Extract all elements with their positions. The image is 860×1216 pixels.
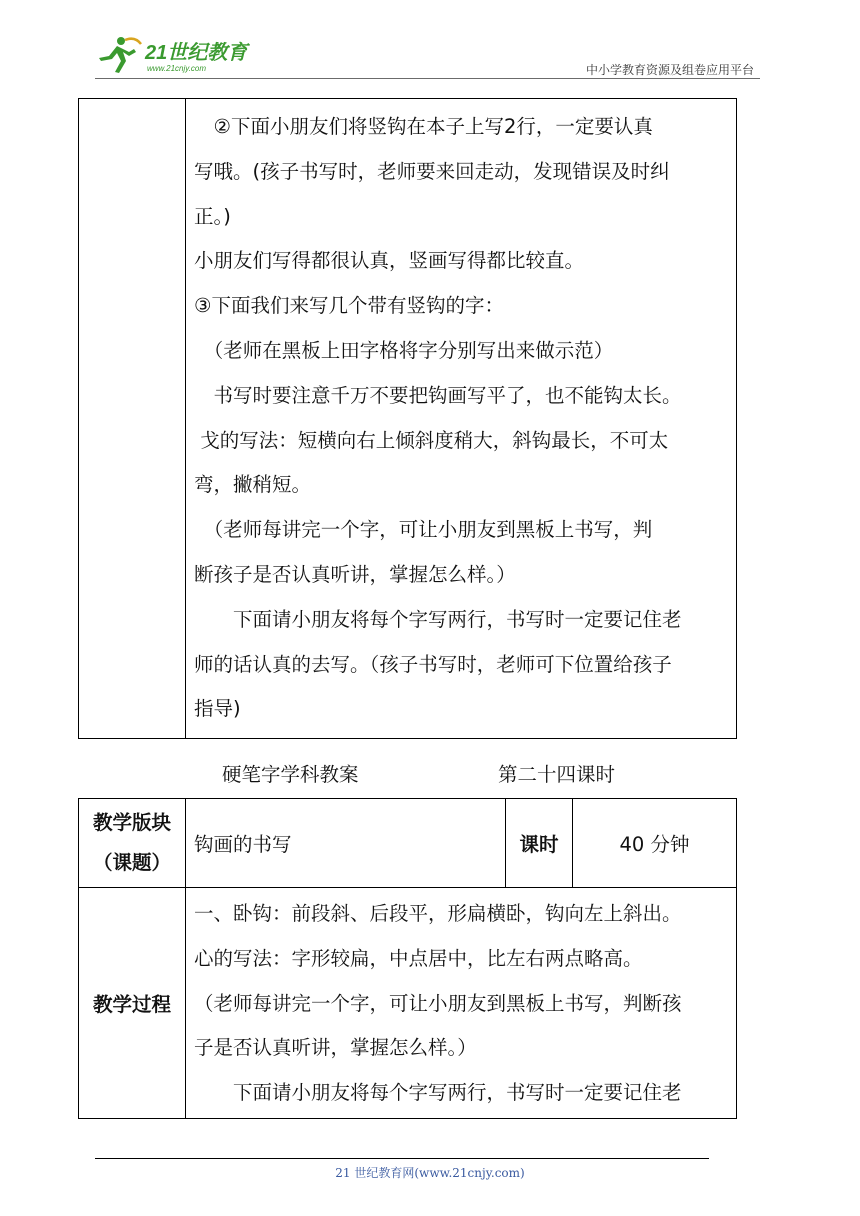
logo	[95, 34, 265, 76]
lesson-table-continued	[78, 98, 737, 739]
text-line: 断孩子是否认真听讲，掌握怎么样。）	[194, 562, 516, 586]
process-text-cell	[186, 888, 737, 1119]
lesson-text-cell	[186, 99, 737, 739]
topic-label-line: （课题）	[92, 851, 171, 874]
page-header	[95, 30, 760, 80]
period-value: 40 分钟	[573, 799, 737, 888]
text-line: 书写时要注意千万不要把钩画写平了，也不能钩太长。	[194, 383, 682, 407]
logo-url: www.21cnjy.com	[147, 64, 206, 73]
runner-icon	[99, 37, 141, 73]
text-line: 心的写法：字形较扁，中点居中，比左右两点略高。	[194, 946, 643, 970]
text-line: （老师在黑板上田字格将字分别写出来做示范）	[194, 338, 614, 362]
text-line: 指导)	[194, 697, 241, 721]
text-line: 正。)	[194, 204, 231, 228]
footer-divider	[95, 1158, 709, 1159]
footer-text[interactable]: 21 世纪教育网(www.21cnjy.com)	[335, 1166, 525, 1180]
text-line: ②下面小朋友们将竖钩在本子上写2行，一定要认真	[194, 115, 653, 138]
text-line: ③下面我们来写几个带有竖钩的字：	[194, 294, 504, 318]
topic-label-line: 教学版块	[92, 811, 171, 834]
text-line: 师的话认真的去写。（孩子书写时，老师可下位置给孩子	[194, 652, 672, 676]
text-line: （老师每讲完一个字，可让小朋友到黑板上书写，判断孩	[194, 991, 682, 1015]
text-line: 写哦。(孩子书写时，老师要来回走动，发现错误及时纠	[194, 159, 670, 183]
topic-value: 钩画的书写	[186, 799, 506, 888]
subject-title: 硬笔字学科教案	[222, 763, 359, 786]
process-label: 教学过程	[79, 888, 186, 1119]
text-line: 子是否认真听讲，掌握怎么样。）	[194, 1036, 477, 1060]
lesson-table	[78, 798, 737, 1119]
text-line: 小朋友们写得都很认真，竖画写得都比较直。	[194, 249, 585, 273]
text-line: 弯，撇稍短。	[194, 473, 312, 497]
text-line: 下面请小朋友将每个字写两行，书写时一定要记住老	[194, 607, 682, 631]
text-line: 一、卧钩：前段斜、后段平，形扁横卧，钩向左上斜出。	[194, 902, 682, 925]
text-line: 戈的写法：短横向右上倾斜度稍大，斜钩最长，不可太	[194, 428, 669, 452]
header-divider	[95, 78, 760, 79]
text-line: （老师每讲完一个字，可让小朋友到黑板上书写，判	[194, 518, 653, 542]
logo-text: 21世纪教育	[145, 42, 248, 64]
period-label: 课时	[506, 799, 573, 888]
header-platform-text: 中小学教育资源及组卷应用平台	[585, 63, 754, 77]
topic-label	[79, 799, 186, 888]
text-line: 下面请小朋友将每个字写两行，书写时一定要记住老	[194, 1081, 682, 1105]
table-left-cell	[79, 99, 186, 739]
lesson-number: 第二十四课时	[498, 763, 616, 786]
